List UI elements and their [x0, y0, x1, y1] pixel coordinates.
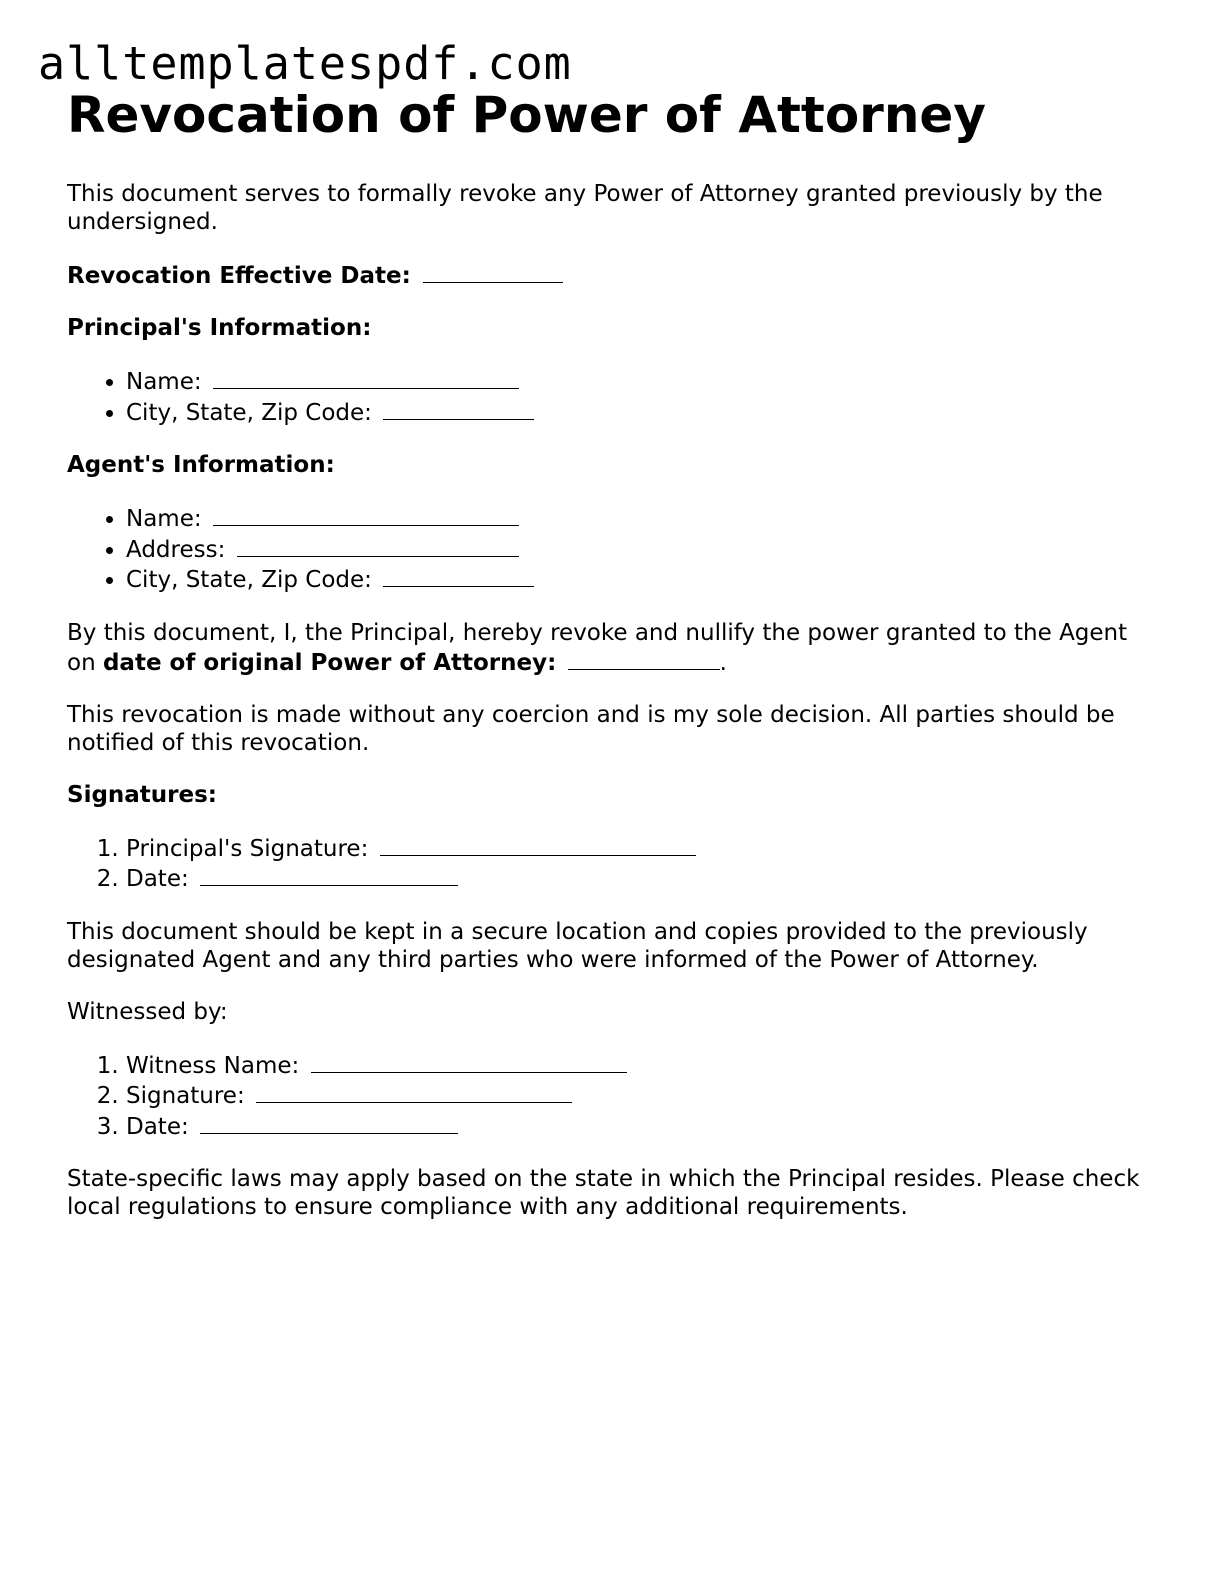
- agent-address-blank[interactable]: [237, 534, 519, 557]
- revoke-paragraph: [67, 619, 1157, 677]
- coercion-paragraph: This revocation is made without any coercion and is my sole decision. All parties should be notified of this revocation.: [67, 701, 1115, 756]
- witness-heading: Witnessed by:: [67, 998, 228, 1025]
- field-label: Address:: [126, 536, 226, 563]
- field-label: Date:: [126, 866, 189, 892]
- revoke-text: By this document, I, the Principal, hereby revoke and nullify the power granted to the Agent on: [67, 619, 1128, 676]
- field-label: Principal's Signature:: [126, 835, 369, 862]
- principal-info-list: [67, 366, 1157, 427]
- agent-city-blank[interactable]: [383, 564, 534, 587]
- principal-name-field: [126, 366, 1157, 397]
- field-label: Name:: [126, 506, 202, 532]
- principal-signature-field: [126, 833, 1157, 864]
- effective-date-label: Revocation Effective Date:: [67, 263, 411, 289]
- agent-name-field: [126, 503, 1157, 534]
- principal-city-field: [126, 397, 1157, 428]
- revoke-text-end: .: [719, 649, 727, 676]
- principal-name-blank[interactable]: [213, 366, 519, 389]
- signatures-list: [67, 833, 1157, 894]
- witness-name-field: [126, 1050, 1157, 1081]
- principal-signature-blank[interactable]: [380, 833, 696, 856]
- witness-date-blank[interactable]: [200, 1111, 458, 1134]
- witness-list: [67, 1050, 1157, 1142]
- original-date-label: date of original Power of Attorney:: [102, 649, 557, 676]
- field-label: Signature:: [126, 1083, 245, 1109]
- original-date-blank[interactable]: [568, 647, 720, 670]
- document-body: [67, 84, 1157, 1245]
- field-label: City, State, Zip Code:: [126, 399, 372, 426]
- principal-city-blank[interactable]: [383, 397, 534, 420]
- agent-city-field: [126, 564, 1157, 595]
- document-title: Revocation of Power of Attorney: [67, 86, 986, 144]
- agent-name-blank[interactable]: [213, 503, 519, 526]
- agent-heading: Agent's Information:: [67, 452, 335, 478]
- signatures-heading: Signatures:: [67, 781, 218, 808]
- storage-paragraph: This document should be kept in a secure location and copies provided to the previously designated Agent and any third parties who were informed of the Power of Attorney.: [67, 918, 1088, 973]
- effective-date-blank[interactable]: [423, 260, 563, 283]
- witness-signature-field: [126, 1080, 1157, 1111]
- witness-name-blank[interactable]: [311, 1050, 627, 1073]
- signature-date-field: [126, 863, 1157, 894]
- witness-date-field: [126, 1111, 1157, 1142]
- field-label: Witness Name:: [126, 1052, 300, 1079]
- principal-heading: Principal's Information:: [67, 315, 372, 341]
- site-watermark: alltemplatespdf.com: [38, 37, 572, 90]
- effective-date-field: [67, 260, 1157, 290]
- agent-info-list: [67, 503, 1157, 595]
- field-label: City, State, Zip Code:: [126, 567, 372, 593]
- agent-address-field: [126, 534, 1157, 565]
- intro-paragraph: This document serves to formally revoke any Power of Attorney granted previously by the undersigned.: [67, 181, 1103, 235]
- field-label: Date:: [126, 1113, 189, 1140]
- witness-signature-blank[interactable]: [256, 1080, 572, 1103]
- signature-date-blank[interactable]: [200, 863, 458, 886]
- field-label: Name:: [126, 369, 202, 395]
- state-laws-paragraph: State-specific laws may apply based on the state in which the Principal resides. Please check local regulations to ensure compliance with any additional requirements.: [67, 1166, 1140, 1220]
